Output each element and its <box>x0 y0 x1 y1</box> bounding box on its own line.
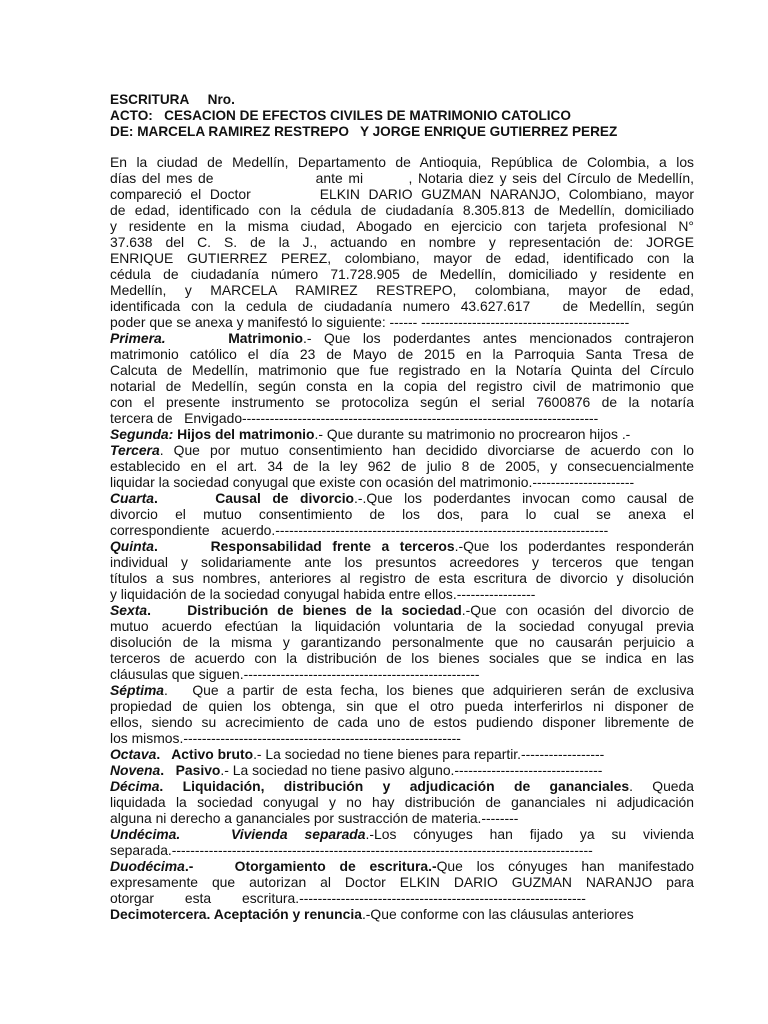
text-line: 37.638 del C. S. de la J., actuando en nombre y representación de: JORGE <box>110 234 694 250</box>
text-line: cédula de ciudadanía número 71.728.905 de Medellín, domiciliado y residente en <box>110 266 694 282</box>
clause-ordinal: Quinta <box>110 538 154 554</box>
text-line: poder que se anexa y manifestó lo siguiente: ------ --------------------------------------------- <box>110 314 630 330</box>
clause-decima <box>110 778 694 826</box>
clause-ordinal: Séptima <box>110 682 165 698</box>
act-heading: ACTO: CESACION DE EFECTOS CIVILES DE MATRIMONIO CATOLICO <box>110 108 571 123</box>
clause-ordinal: Decimotercera <box>110 906 207 922</box>
text-line: correspondiente acuerdo.------------------------------------------------------------------------ <box>110 522 609 538</box>
clause-text: .- La sociedad no tiene bienes para repartir.------------------ <box>253 746 605 762</box>
clause-text: .- Que durante su matrimonio no procrearon hijos .- <box>314 426 631 442</box>
text-line: y liquidación de la sociedad conyugal habida entre ellos.----------------- <box>110 586 536 602</box>
text-line: alguna ni derecho a gananciales por sustracción de materia.-------- <box>110 810 519 826</box>
text-line: separada.------------------------------------------------------------------------------------------- <box>110 842 593 858</box>
text-line: liquidada la sociedad conyugal y no hay distribución de gananciales ni adjudicación <box>110 794 694 810</box>
clause-ordinal: Duodécima <box>110 858 185 874</box>
clause-title: . Responsabilidad frente a terceros <box>154 538 455 554</box>
clause-cuarta <box>110 490 694 538</box>
clause-text: . Que a partir de esta fecha, los bienes que adquirieren serán de exclusiva <box>164 682 694 698</box>
text-line: y residente en la misma ciudad, Abogado en ejercicio con tarjeta profesional N° <box>110 218 694 234</box>
clause-title: . Liquidación, distribución y adjudicación de gananciales <box>159 778 630 794</box>
clause-tercera <box>110 442 694 490</box>
text-line: otorgar esta escritura.-------------------------------------------------------------- <box>110 890 586 906</box>
clause-undecima <box>110 826 694 858</box>
text-line: matrimonio católico el día 23 de Mayo de 2015 en la Parroquia Santa Tresa de <box>110 346 694 362</box>
text-line: ENRIQUE GUTIERREZ PEREZ, colombiano, mayor de edad, identificado con la <box>110 250 694 266</box>
text-line: con el presente instrumento se protocoliza según el serial 7600876 de la notaría <box>110 394 694 410</box>
text-line: Calcuta de Medellín, matrimonio que fue registrado en la Notaría Quinta del Círculo <box>110 362 694 378</box>
text-line: identificada con la cedula de ciudadanía numero 43.627.617 de Medellín, según <box>110 298 694 314</box>
parties-heading: DE: MARCELA RAMIREZ RESTREPO Y JORGE ENRIQUE GUTIERREZ PEREZ <box>110 124 618 139</box>
text-line: días del mes de ante mi , Notaria diez y seis del Círculo de Medellín, <box>110 170 694 186</box>
clause-text: . Queda <box>629 778 694 794</box>
text-line: terceros de acuerdo con la distribución de los bienes sociales que se indica en las <box>110 650 694 666</box>
text-line: Medellín, y MARCELA RAMIREZ RESTREPO, colombiana, mayor de edad, <box>110 282 694 298</box>
text-line: tercera de Envigado----------------------------------------------------------------------------- <box>110 410 599 426</box>
clause-ordinal: Tercera <box>110 442 160 458</box>
clause-title: . Activo bruto <box>156 746 254 762</box>
clause-title: .- Otorgamiento de escritura.- <box>184 858 437 874</box>
clause-text: .-.Que los poderdantes invocan como causal de <box>354 490 694 506</box>
clause-novena <box>110 762 694 778</box>
clause-text: . Que por mutuo consentimiento han decidido divorciarse de acuerdo con lo <box>159 442 694 458</box>
clause-text: .-Que con ocasión del divorcio de <box>461 602 694 618</box>
clause-ordinal: Segunda: <box>110 426 174 442</box>
text-line: divorcio el mutuo consentimiento de los dos, para lo cual se anexa el <box>110 506 694 522</box>
clause-text: .- Que los poderdantes antes mencionados contrajeron <box>303 330 694 346</box>
text-line: compareció el Doctor ELKIN DARIO GUZMAN NARANJO, Colombiano, mayor <box>110 186 694 202</box>
clause-duodecima <box>110 858 694 906</box>
clause-septima <box>110 682 694 746</box>
text-line: de edad, identificado con la cédula de ciudadanía 8.305.813 de Medellín, domiciliado <box>110 202 694 218</box>
document-page <box>110 92 694 922</box>
clause-title: Hijos del matrimonio <box>173 426 315 442</box>
clause-title: . Pasivo <box>160 762 221 778</box>
deed-number-heading: ESCRITURA Nro. <box>110 92 235 107</box>
text-line: liquidar la sociedad conyugal que existe con ocasión del matrimonio.---------------------- <box>110 474 635 490</box>
clause-text: .- La sociedad no tiene pasivo alguno.-------------------------------- <box>220 762 603 778</box>
clause-octava <box>110 746 694 762</box>
clause-text: .-Los cónyuges han fijado ya su vivienda <box>365 826 694 842</box>
text-line: cláusulas que siguen.--------------------------------------------------- <box>110 666 480 682</box>
clause-ordinal: Cuarta <box>110 490 154 506</box>
clause-segunda <box>110 426 694 442</box>
text-line: expresamente que autorizan al Doctor ELKIN DARIO GUZMAN NARANJO para <box>110 874 694 890</box>
document-body <box>110 154 694 922</box>
clause-ordinal: Sexta <box>110 602 148 618</box>
intro-paragraph <box>110 154 694 330</box>
text-line: establecido en el art. 34 de la ley 962 de julio 8 de 2005, y consecuencialmente <box>110 458 694 474</box>
clause-primera <box>110 330 694 426</box>
text-line: títulos a sus nombres, anteriores al registro de esta escritura de divorcio y disolución <box>110 570 694 586</box>
clause-ordinal: Primera. <box>110 330 166 346</box>
text-line: disolución de la misma y garantizando personalmente que no causarán perjuicio a <box>110 634 694 650</box>
clause-title: . Causal de divorcio <box>154 490 355 506</box>
clause-title: . Distribución de bienes de la sociedad <box>147 602 462 618</box>
clause-title: . Vivienda separada <box>176 826 366 842</box>
clause-title: Matrimonio <box>165 330 304 346</box>
clause-sexta <box>110 602 694 682</box>
clause-ordinal: Octava <box>110 746 157 762</box>
text-line: En la ciudad de Medellín, Departamento de Antioquia, República de Colombia, a los <box>110 154 694 170</box>
clause-text: .-Que los poderdantes responderán <box>454 538 694 554</box>
clause-text: Que los cónyuges han manifestado <box>436 858 694 874</box>
clause-ordinal: Undécima <box>110 826 177 842</box>
text-line: propiedad de quien los obtenga, sin que el otro pueda interferirlos ni disponer de <box>110 698 694 714</box>
text-line: mutuo acuerdo efectúan la liquidación voluntaria de la sociedad conyugal previa <box>110 618 694 634</box>
clause-text: .-Que conforme con las cláusulas anteriores <box>361 906 634 922</box>
text-line: individual y solidariamente ante los presuntos acreedores y terceros que tengan <box>110 554 694 570</box>
text-line: los mismos.------------------------------------------------------------ <box>110 730 461 746</box>
clause-quinta <box>110 538 694 602</box>
clause-title: . Aceptación y renuncia <box>206 906 362 922</box>
clause-decimotercera <box>110 906 694 922</box>
text-line: ellos, siendo su acrecimiento de cada uno de estos pudiendo disponer libremente de <box>110 714 694 730</box>
text-line: notarial de Medellín, según consta en la copia del registro civil de matrimonio que <box>110 378 694 394</box>
clause-ordinal: Décima <box>110 778 160 794</box>
clause-ordinal: Novena <box>110 762 161 778</box>
